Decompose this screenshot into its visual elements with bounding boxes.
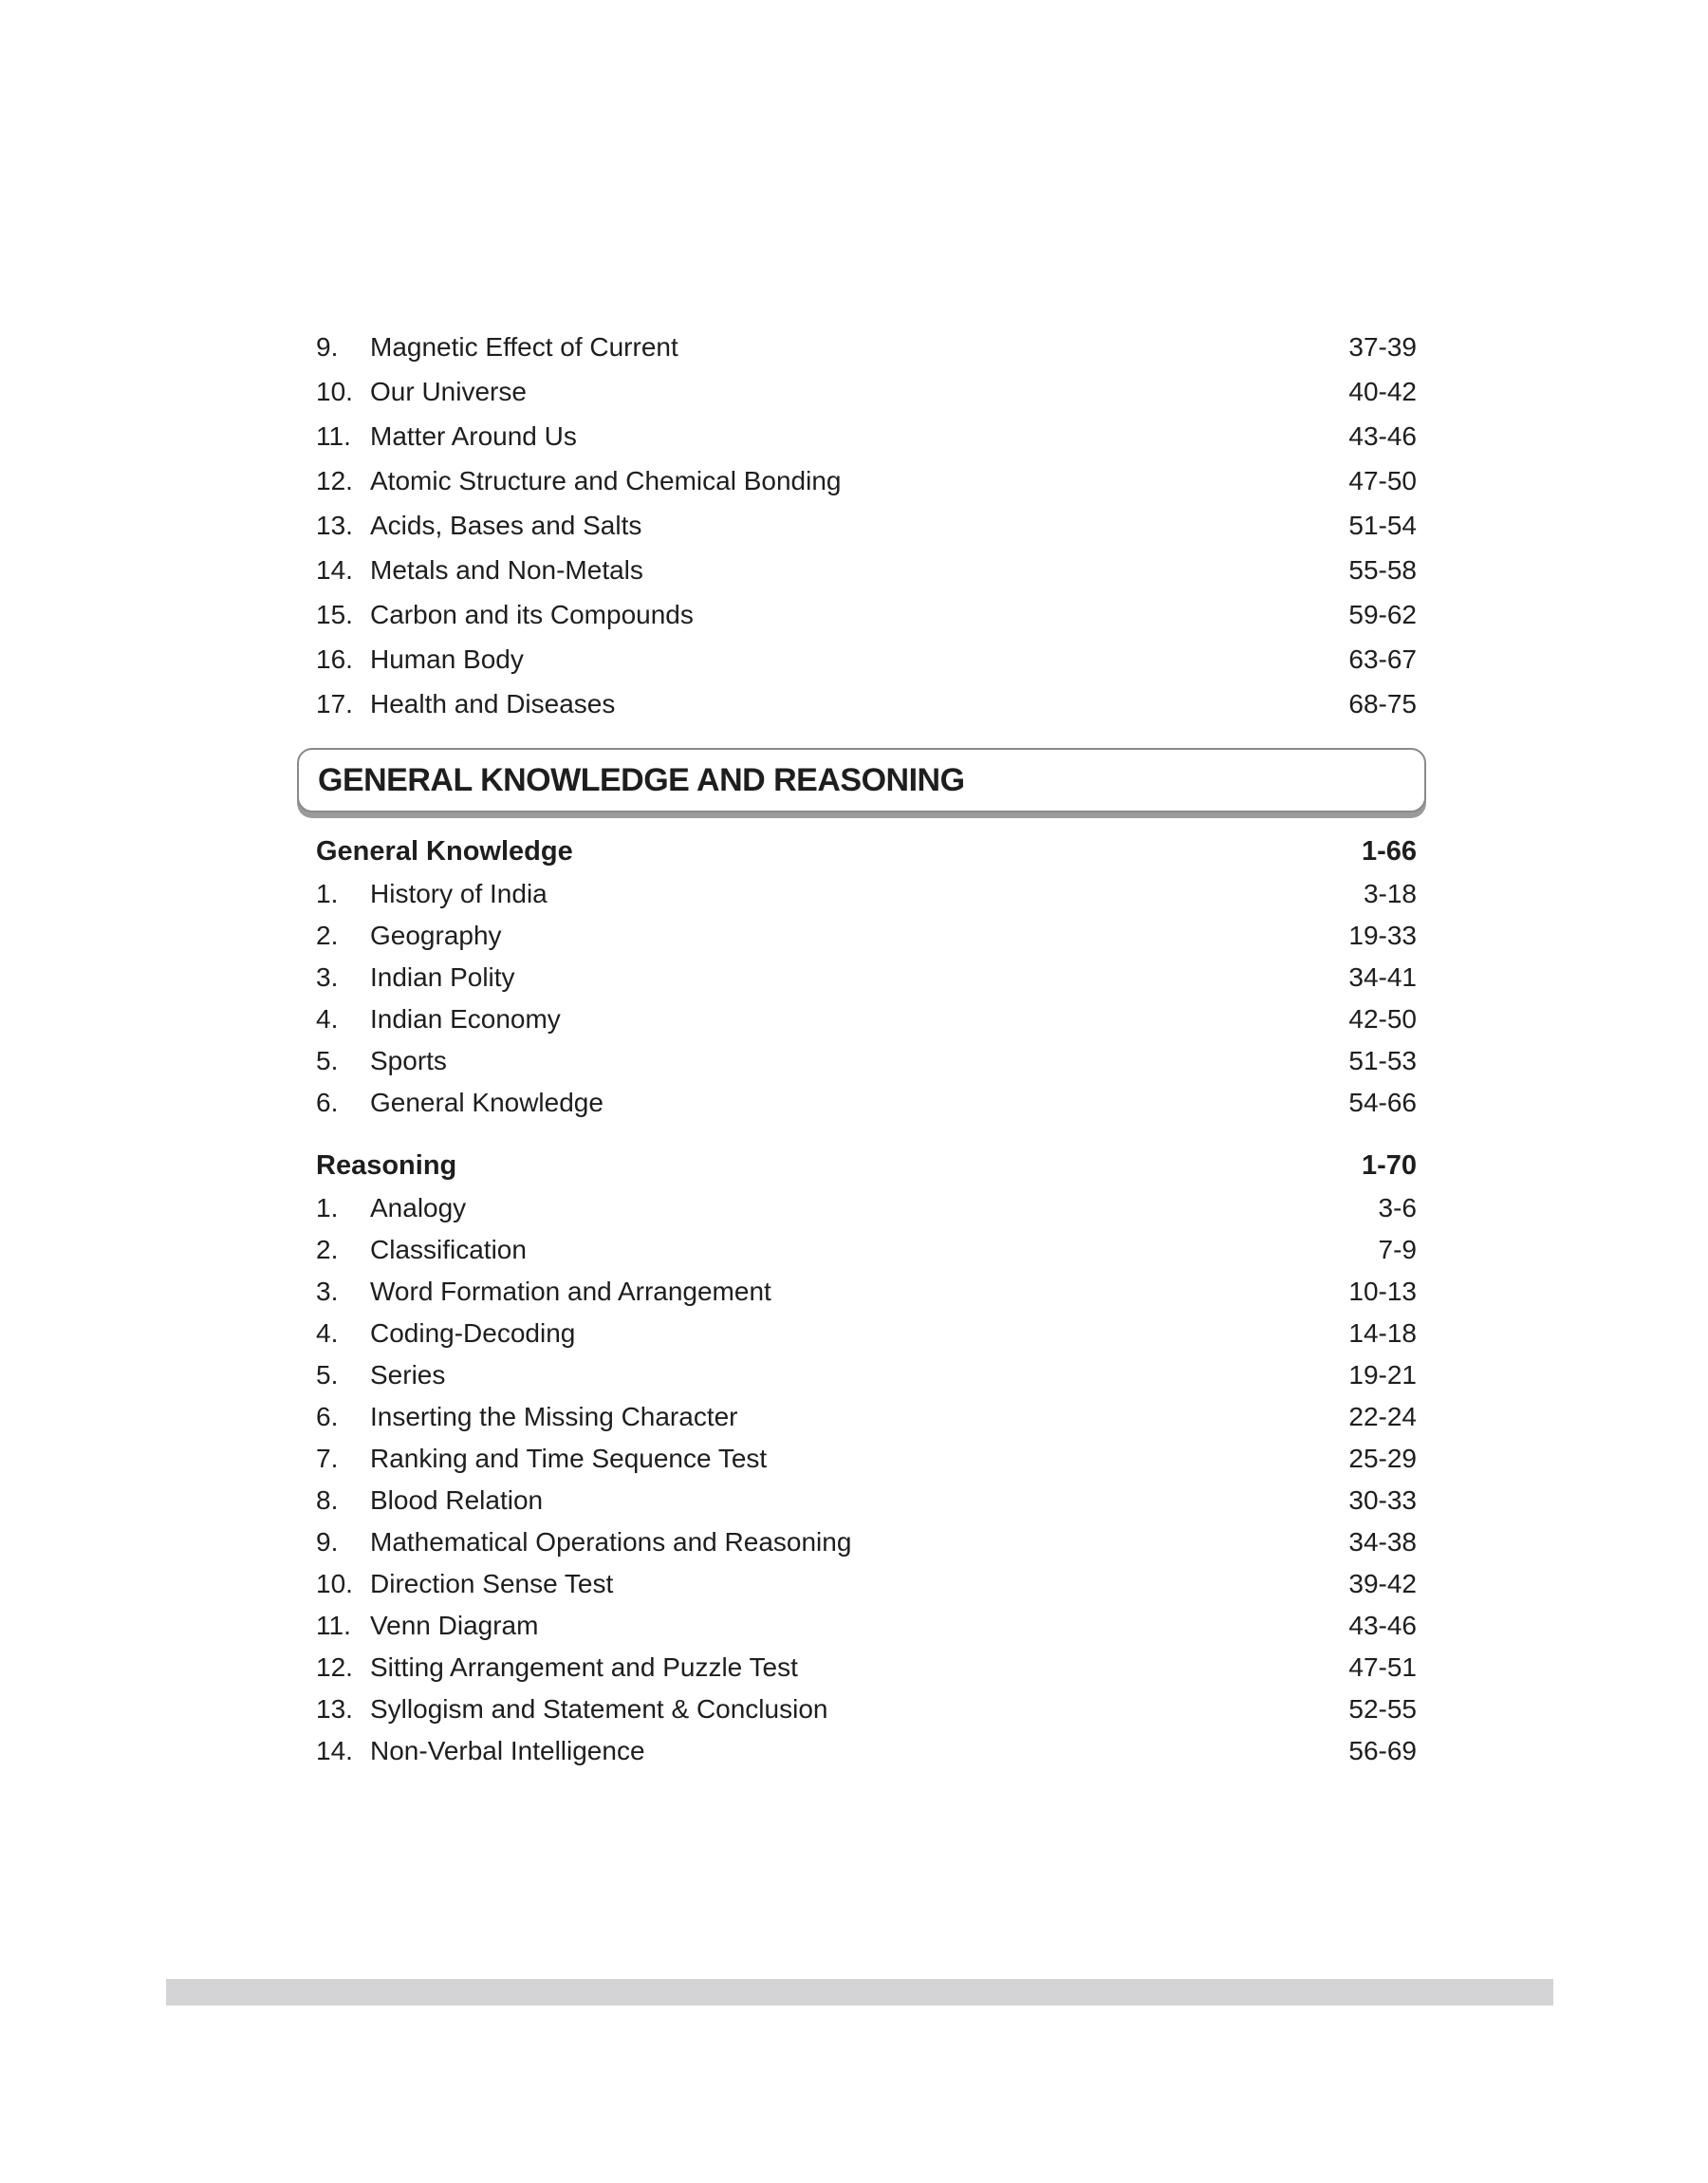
entry-title: General Knowledge bbox=[370, 1088, 603, 1117]
toc-entry[interactable] bbox=[316, 1082, 1417, 1124]
entry-pages: 42-50 bbox=[1348, 1004, 1417, 1034]
entry-pages: 37-39 bbox=[1348, 332, 1417, 362]
entry-title: Coding-Decoding bbox=[370, 1318, 576, 1348]
entry-title: Syllogism and Statement & Conclusion bbox=[370, 1694, 828, 1724]
entry-number: 3. bbox=[316, 1277, 339, 1306]
entry-pages: 30-33 bbox=[1348, 1485, 1417, 1515]
entry-title: Direction Sense Test bbox=[370, 1569, 614, 1598]
entry-number: 15. bbox=[316, 600, 353, 629]
entry-title: Series bbox=[370, 1360, 446, 1390]
entry-number: 11. bbox=[316, 421, 351, 451]
entry-number: 2. bbox=[316, 921, 339, 950]
entry-number: 4. bbox=[316, 1004, 339, 1034]
entry-pages: 59-62 bbox=[1348, 600, 1417, 629]
subsection-pages: 1-70 bbox=[1361, 1150, 1417, 1181]
entry-number: 16. bbox=[316, 644, 353, 674]
toc-list-continued bbox=[316, 325, 1417, 726]
subsection-title: Reasoning bbox=[316, 1150, 457, 1181]
toc-entry[interactable] bbox=[316, 1396, 1417, 1438]
entry-pages: 51-54 bbox=[1348, 511, 1417, 540]
entry-title: Blood Relation bbox=[370, 1485, 544, 1515]
entry-pages: 43-46 bbox=[1348, 1611, 1417, 1640]
entry-pages: 54-66 bbox=[1348, 1088, 1417, 1117]
entry-number: 9. bbox=[316, 1527, 339, 1557]
entry-pages: 34-41 bbox=[1348, 962, 1417, 992]
toc-entry[interactable] bbox=[316, 548, 1417, 592]
entry-pages: 55-58 bbox=[1348, 555, 1417, 585]
entry-pages: 56-69 bbox=[1348, 1736, 1417, 1765]
entry-number: 14. bbox=[316, 555, 353, 585]
entry-number: 10. bbox=[316, 377, 353, 406]
entry-number: 8. bbox=[316, 1485, 339, 1515]
entry-title: Word Formation and Arrangement bbox=[370, 1277, 771, 1306]
toc-entry[interactable] bbox=[316, 681, 1417, 726]
entry-number: 4. bbox=[316, 1318, 339, 1348]
entry-pages: 47-50 bbox=[1348, 466, 1417, 495]
toc-entry[interactable] bbox=[316, 1354, 1417, 1396]
entry-number: 17. bbox=[316, 689, 353, 718]
entry-number: 1. bbox=[316, 1193, 339, 1222]
entry-title: Venn Diagram bbox=[370, 1611, 539, 1640]
entry-number: 11. bbox=[316, 1611, 351, 1640]
subsection-heading[interactable] bbox=[316, 1144, 1417, 1187]
section-title: GENERAL KNOWLEDGE AND REASONING bbox=[318, 762, 965, 798]
entry-pages: 34-38 bbox=[1348, 1527, 1417, 1557]
entry-title: Classification bbox=[370, 1235, 527, 1264]
entry-pages: 25-29 bbox=[1348, 1444, 1417, 1473]
entry-title: Carbon and its Compounds bbox=[370, 600, 694, 629]
entry-pages: 14-18 bbox=[1348, 1318, 1417, 1348]
entry-pages: 19-33 bbox=[1348, 921, 1417, 950]
entry-title: Analogy bbox=[370, 1193, 467, 1222]
entry-pages: 63-67 bbox=[1348, 644, 1417, 674]
entry-pages: 43-46 bbox=[1348, 421, 1417, 451]
toc-entry[interactable] bbox=[316, 873, 1417, 915]
entry-pages: 19-21 bbox=[1348, 1360, 1417, 1390]
toc-entry[interactable] bbox=[316, 1689, 1417, 1730]
section-banner bbox=[297, 748, 1426, 812]
entry-number: 13. bbox=[316, 511, 353, 540]
entry-title: Indian Economy bbox=[370, 1004, 561, 1034]
toc-entry[interactable] bbox=[316, 414, 1417, 458]
entry-title: History of India bbox=[370, 879, 548, 908]
entry-title: Inserting the Missing Character bbox=[370, 1402, 738, 1431]
entry-title: Sitting Arrangement and Puzzle Test bbox=[370, 1652, 798, 1682]
entry-number: 1. bbox=[316, 879, 339, 908]
toc-entry[interactable] bbox=[316, 957, 1417, 998]
entry-title: Matter Around Us bbox=[370, 421, 577, 451]
toc-entry[interactable] bbox=[316, 458, 1417, 503]
entry-title: Geography bbox=[370, 921, 502, 950]
entry-title: Our Universe bbox=[370, 377, 527, 406]
entry-pages: 3-18 bbox=[1363, 879, 1417, 908]
toc-entry[interactable] bbox=[316, 1730, 1417, 1772]
entry-pages: 39-42 bbox=[1348, 1569, 1417, 1598]
toc-entry[interactable] bbox=[316, 1040, 1417, 1082]
entry-number: 9. bbox=[316, 332, 339, 362]
toc-entry[interactable] bbox=[316, 592, 1417, 637]
subsection-heading[interactable] bbox=[316, 830, 1417, 873]
toc-entry[interactable] bbox=[316, 1563, 1417, 1605]
toc-entry[interactable] bbox=[316, 1313, 1417, 1354]
entry-number: 12. bbox=[316, 466, 353, 495]
entry-number: 3. bbox=[316, 962, 339, 992]
footer-bar bbox=[166, 1979, 1553, 2006]
entry-pages: 68-75 bbox=[1348, 689, 1417, 718]
entry-title: Magnetic Effect of Current bbox=[370, 332, 678, 362]
entry-number: 6. bbox=[316, 1088, 339, 1117]
entry-title: Non-Verbal Intelligence bbox=[370, 1736, 645, 1765]
entry-number: 12. bbox=[316, 1652, 353, 1682]
entry-pages: 51-53 bbox=[1348, 1046, 1417, 1075]
entry-number: 5. bbox=[316, 1046, 339, 1075]
entry-title: Acids, Bases and Salts bbox=[370, 511, 642, 540]
entry-title: Atomic Structure and Chemical Bonding bbox=[370, 466, 842, 495]
toc-entry[interactable] bbox=[316, 1271, 1417, 1313]
subsection-title: General Knowledge bbox=[316, 836, 573, 867]
reasoning-section bbox=[316, 1144, 1417, 1772]
entry-title: Human Body bbox=[370, 644, 524, 674]
entry-number: 5. bbox=[316, 1360, 339, 1390]
toc-entry[interactable] bbox=[316, 1521, 1417, 1563]
entry-title: Metals and Non-Metals bbox=[370, 555, 643, 585]
entry-number: 10. bbox=[316, 1569, 353, 1598]
toc-entry[interactable] bbox=[316, 503, 1417, 548]
entry-pages: 22-24 bbox=[1348, 1402, 1417, 1431]
toc-entry[interactable] bbox=[316, 1229, 1417, 1271]
toc-entry[interactable] bbox=[316, 915, 1417, 957]
entry-number: 14. bbox=[316, 1736, 353, 1765]
toc-entry[interactable] bbox=[316, 1187, 1417, 1229]
toc-entry[interactable] bbox=[316, 998, 1417, 1040]
entry-pages: 40-42 bbox=[1348, 377, 1417, 406]
toc-entry[interactable] bbox=[316, 369, 1417, 414]
entry-title: Sports bbox=[370, 1046, 447, 1075]
entry-number: 6. bbox=[316, 1402, 339, 1431]
entry-number: 13. bbox=[316, 1694, 353, 1724]
subsection-pages: 1-66 bbox=[1361, 836, 1417, 867]
toc-entry[interactable] bbox=[316, 1605, 1417, 1647]
entry-pages: 10-13 bbox=[1348, 1277, 1417, 1306]
toc-entry[interactable] bbox=[316, 1647, 1417, 1689]
entry-title: Mathematical Operations and Reasoning bbox=[370, 1527, 852, 1557]
entry-pages: 3-6 bbox=[1378, 1193, 1417, 1222]
toc-entry[interactable] bbox=[316, 1480, 1417, 1521]
entry-pages: 52-55 bbox=[1348, 1694, 1417, 1724]
entry-title: Ranking and Time Sequence Test bbox=[370, 1444, 768, 1473]
entry-pages: 7-9 bbox=[1378, 1235, 1417, 1264]
entry-pages: 47-51 bbox=[1348, 1652, 1417, 1682]
entry-number: 7. bbox=[316, 1444, 339, 1473]
entry-number: 2. bbox=[316, 1235, 339, 1264]
toc-entry[interactable] bbox=[316, 1438, 1417, 1480]
entry-title: Health and Diseases bbox=[370, 689, 616, 718]
entry-title: Indian Polity bbox=[370, 962, 515, 992]
toc-entry[interactable] bbox=[316, 637, 1417, 681]
toc-entry[interactable] bbox=[316, 325, 1417, 369]
general-knowledge-section bbox=[316, 830, 1417, 1124]
